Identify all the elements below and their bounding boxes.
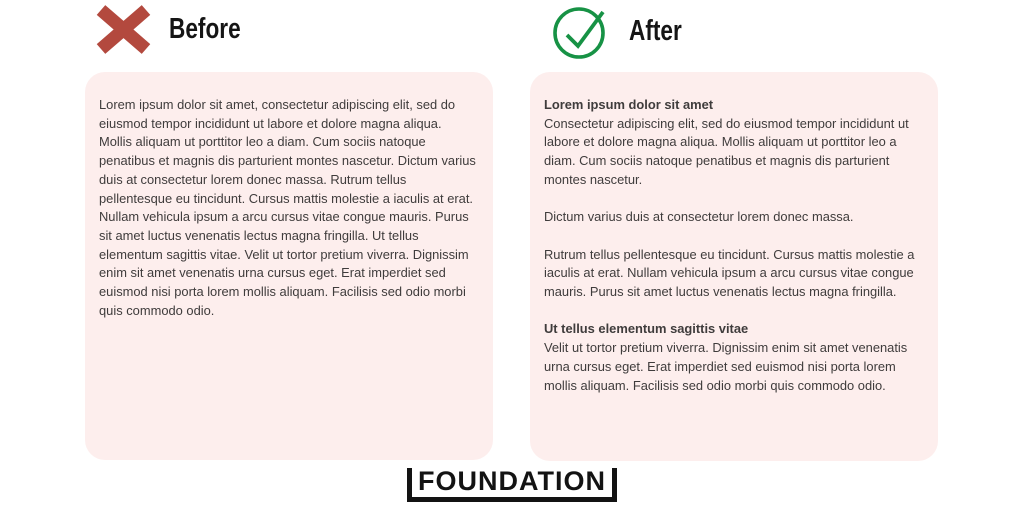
before-header <box>95 4 261 55</box>
after-section-3 <box>544 246 923 302</box>
section-heading: Ut tellus elementum sagittis vitae <box>544 321 749 337</box>
after-header <box>552 3 697 59</box>
after-section-2 <box>544 208 923 227</box>
section-body: Velit ut tortor pretium viverra. Dignissim enim sit amet venenatis urna cursus eget. Erat imperdiet sed euismod nisi porta lorem mollis aliquam. Facilisis sed odio morbi quis commodo odio. <box>544 340 908 393</box>
after-section-4 <box>544 320 923 395</box>
after-section-1 <box>544 96 923 190</box>
section-body: Rutrum tellus pellentesque eu tincidunt. Cursus mattis molestie a iaculis at erat. Nullam vehicula ipsum a arcu cursus vitae congue mauris. Purus sit amet luctus venenatis lectus magna fringilla. <box>544 246 915 299</box>
section-heading: Lorem ipsum dolor sit amet <box>544 97 714 112</box>
after-card <box>530 72 938 461</box>
foundation-logo: FOUNDATION <box>407 468 617 502</box>
before-label: Before <box>169 13 241 45</box>
footer <box>0 468 1024 502</box>
section-body: Dictum varius duis at consectetur lorem donec massa. <box>544 209 854 225</box>
check-circle-icon <box>552 3 612 59</box>
before-card <box>85 72 493 460</box>
section-body: Consectetur adipiscing elit, sed do eiusmod tempor incididunt ut labore et dolore magna aliqua. Mollis aliquam ut porttitor leo a diam. Cum sociis natoque penatibus et magnis dis parturient montes nascetur. <box>544 115 909 187</box>
after-label: After <box>629 14 682 47</box>
before-body-text: Lorem ipsum dolor sit amet, consectetur adipiscing elit, sed do eiusmod tempor incididunt ut labore et dolore magna aliqua. Mollis aliquam ut porttitor leo a diam. Cum sociis natoque penatibus et magnis dis parturient montes nascetur. Dictum varius duis at consectetur lorem donec massa. Rutrum tellus pellentesque eu tincidunt. Cursus mattis molestie a iaculis at erat. Nullam vehicula ipsum a arcu cursus vitae congue mauris. Purus sit amet luctus venenatis lectus magna fringilla. Ut tellus elementum sagittis vitae. Velit ut tortor pretium viverra. Dignissim enim sit amet venenatis urna cursus eget. Erat imperdiet sed euismod nisi porta lorem mollis aliquam. Facilisis sed odio morbi quis commodo odio. <box>99 97 476 318</box>
cross-icon <box>95 4 152 55</box>
